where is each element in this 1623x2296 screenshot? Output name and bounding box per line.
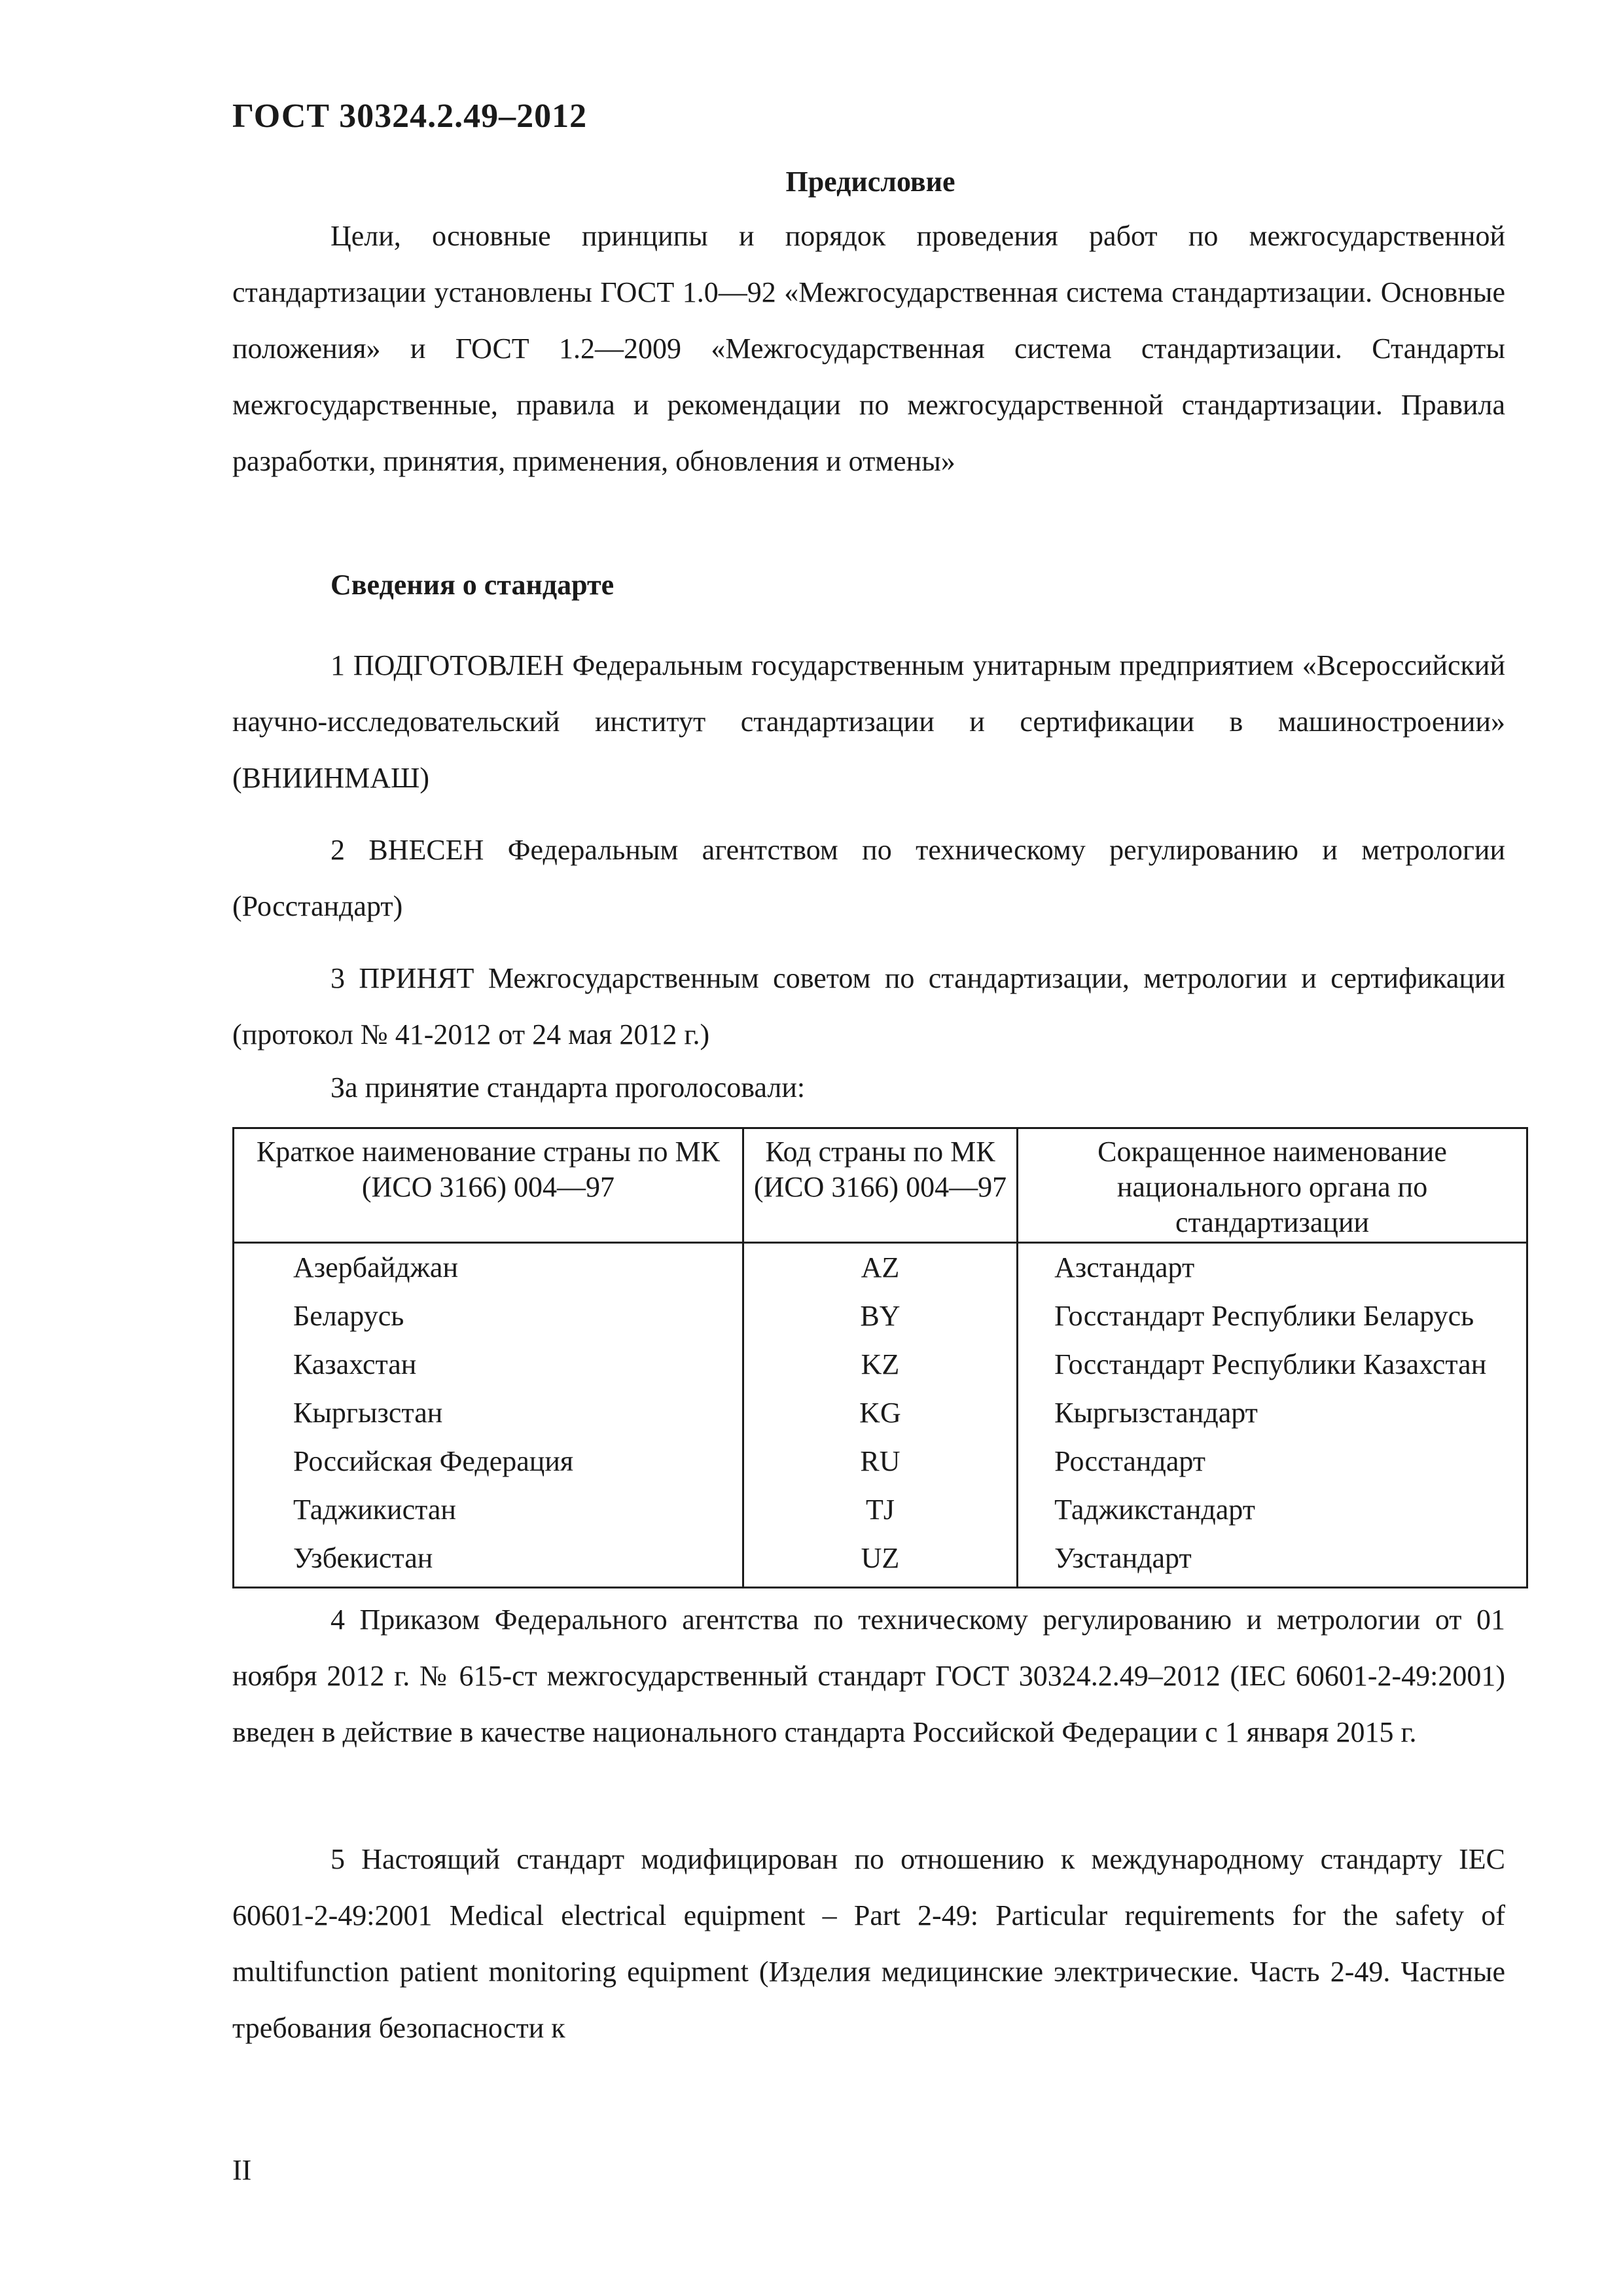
organization-cell: Азстандарт xyxy=(1018,1243,1527,1293)
table-row xyxy=(234,1437,1527,1486)
table-row xyxy=(234,1243,1527,1293)
item-4-text: 4 Приказом Федерального агентства по техническому регулированию и метрологии от 01 ноября 2012 г. № 615-ст межгосударственный стандарт ГОСТ 30324.2.49–2012 (IEC 60601-2-49:2001) введен в действие в качестве национального стандарта Российской Федерации с 1 января 2015 г. xyxy=(232,1604,1505,1748)
item-2-text: 2 ВНЕСЕН Федеральным агентством по техническому регулированию и метрологии (Росстандарт) xyxy=(232,834,1505,922)
item-3-paragraph xyxy=(232,950,1505,1063)
organization-cell: Госстандарт Республики Беларусь xyxy=(1018,1292,1527,1340)
item-1-paragraph xyxy=(232,637,1505,806)
code-cell: AZ xyxy=(743,1243,1017,1293)
document-code: ГОСТ 30324.2.49–2012 xyxy=(232,98,588,135)
organization-cell: Росстандарт xyxy=(1018,1437,1527,1486)
country-cell: Российская Федерация xyxy=(234,1437,743,1486)
code-cell: TJ xyxy=(743,1486,1017,1534)
standard-info-heading: Сведения о стандарте xyxy=(330,569,615,601)
code-cell: BY xyxy=(743,1292,1017,1340)
table-row xyxy=(234,1292,1527,1340)
header-country: Краткое наименование страны по МК (ИСО 3166) 004—97 xyxy=(234,1128,743,1243)
item-3-text: 3 ПРИНЯТ Межгосударственным советом по стандартизации, метрологии и сертификации (протокол № 41-2012 от 24 мая 2012 г.) xyxy=(232,962,1505,1050)
table-header-row xyxy=(234,1128,1527,1243)
country-cell: Азербайджан xyxy=(234,1243,743,1293)
page-number: II xyxy=(232,2154,252,2186)
organization-cell: Госстандарт Республики Казахстан xyxy=(1018,1340,1527,1389)
vote-label: За принятие стандарта проголосовали: xyxy=(330,1071,806,1103)
country-cell: Казахстан xyxy=(234,1340,743,1389)
country-cell: Таджикистан xyxy=(234,1486,743,1534)
header-code: Код страны по МК (ИСО 3166) 004—97 xyxy=(743,1128,1017,1243)
code-cell: UZ xyxy=(743,1534,1017,1588)
table-row xyxy=(234,1340,1527,1389)
intro-text: Цели, основные принципы и порядок проведения работ по межгосударственной стандартизации установлены ГОСТ 1.0—92 «Межгосударственная система стандартизации. Основные положения» и ГОСТ 1.2—2009 «Межгосударственная система стандартизации. Стандарты межгосударственные, правила и рекомендации по межгосударственной стандартизации. Правила разработки, принятия, применения, обновления и отмены» xyxy=(232,220,1505,477)
country-cell: Беларусь xyxy=(234,1292,743,1340)
code-cell: KZ xyxy=(743,1340,1017,1389)
code-cell: RU xyxy=(743,1437,1017,1486)
table-row xyxy=(234,1389,1527,1437)
item-5-paragraph xyxy=(232,1831,1505,2056)
header-organization: Сокращенное наименование национального органа по стандартизации xyxy=(1018,1128,1527,1243)
organization-cell: Таджикстандарт xyxy=(1018,1486,1527,1534)
intro-paragraph xyxy=(232,208,1505,490)
table-row xyxy=(234,1486,1527,1534)
item-5-text: 5 Настоящий стандарт модифицирован по отношению к международному стандарту IEC 60601-2-49:2001 Medical electrical equipment – Part 2-49: Particular requirements for the safety of multifunction patient monitoring equipment (Изделия медицинские электрические. Часть 2-49. Частные требования безопасности к xyxy=(232,1843,1505,2044)
item-4-paragraph xyxy=(232,1592,1505,1761)
table-row xyxy=(234,1534,1527,1588)
voting-table xyxy=(232,1127,1528,1588)
item-1-text: 1 ПОДГОТОВЛЕН Федеральным государственным унитарным предприятием «Всероссийский научно-исследовательский институт стандартизации и сертификации в машиностроении» (ВНИИНМАШ) xyxy=(232,649,1505,794)
organization-cell: Узстандарт xyxy=(1018,1534,1527,1588)
item-2-paragraph xyxy=(232,822,1505,935)
country-cell: Кыргызстан xyxy=(234,1389,743,1437)
code-cell: KG xyxy=(743,1389,1017,1437)
country-cell: Узбекистан xyxy=(234,1534,743,1588)
organization-cell: Кыргызстандарт xyxy=(1018,1389,1527,1437)
foreword-heading: Предисловие xyxy=(785,166,955,198)
